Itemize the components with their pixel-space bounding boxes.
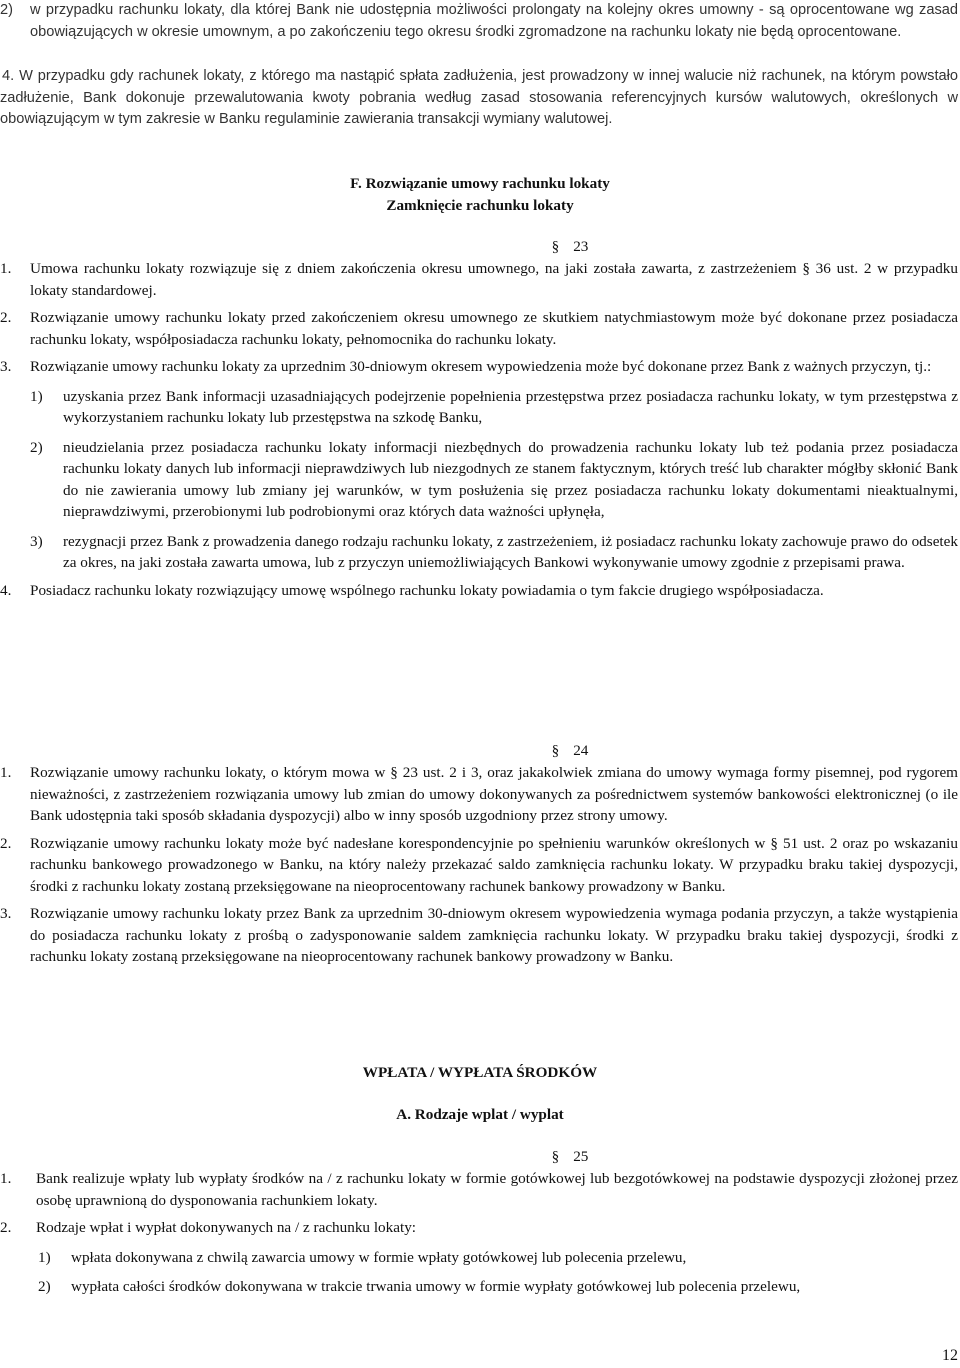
paragraph-24-mark: § 24 [551,742,589,759]
paragraph-24-body: 1. Rozwiązanie umowy rachunku lokaty, o którym mowa w § 23 ust. 2 i 3, oraz jakakolwiek zmiana do umowy wymaga formy pisemnej, pod rygorem nieważności, z zastrzeżeniem rozwiązania umowy lub zmian do umowy dokonywanych za pośrednictwem systemów bankowości elektronicznej (o ile Bank udostępnia taki sposób składania dyspozycji) albo w inny sposób uzgodniony przez strony umowy. 2. Rozwiązanie umowy rachunku lokaty może być nadesłane korespondencyjnie po spełnieniu warunków określonych w § 51 ust. 2 oraz po wskazaniu rachunku bankowego prowadzonego w Banku, na który należy przekazać saldo zamknięcia rachunku lokaty. W przypadku braku takiej dyspozycji, środki z rachunku lokaty zostaną przeksięgowane na nieoprocentowany rachunek bankowy prowadzony w Banku. 3. Rozwiązanie umowy rachunku lokaty przez Bank za uprzednim 30-dniowym okresem wypowiedzenia wymaga podania przyczyn, a także wystąpienia do posiadacza rachunku lokaty z prośbą o zadysponowanie saldem zamknięcia rachunku lokaty. W przypadku braku takiej dyspozycji, środki z rachunku lokaty zostaną przeksięgowane na nieoprocentowany rachunek bankowy prowadzony w Banku. [0,764,958,965]
deposit-withdrawal-title: WPŁATA / WYPŁATA ŚRODKÓW [362,1064,598,1081]
continued-item-2: 2) w przypadku rachunku lokaty, dla której Bank nie udostępnia możliwości prolongaty na kolejny okres umowny - są oprocentowane wg zasad obowiązujących w okresie umownym, a po zakończeniu tego okresu środki zgromadzone na rachunku lokaty nie będą oprocentowane. [0,2,958,40]
section-f-title: F. Rozwiązanie umowy rachunku lokaty [350,175,610,192]
section-f-subtitle: Zamknięcie rachunku lokaty [386,197,574,214]
section-a-title: A. Rodzaje wplat / wyplat [396,1106,564,1123]
page-number: 12 [942,1346,958,1364]
paragraph-25-body: 1. Bank realizuje wpłaty lub wypłaty środków na / z rachunku lokaty w formie gotówkowej lub bezgotówkowej na podstawie dyspozycji złożonej przez osobę uprawnioną do dysponowania rachunkiem lokaty. 2. Rodzaje wpłat i wypłat dokonywanych na / z rachunku lokaty: 1) wpłata dokonywana z chwilą zawarcia umowy w formie wpłaty gotówkowej lub polecenia przelewu, 2) wypłata całości środków dokonywana w trakcie trwania umowy w formie wypłaty gotówkowej lub polecenia przelewu, [0,1170,958,1295]
paragraph-23-mark: § 23 [551,238,589,255]
paragraph-25-mark: § 25 [551,1148,589,1165]
clause-4: 4. W przypadku gdy rachunek lokaty, z którego ma nastąpić spłata zadłużenia, jest prowadzony w innej walucie niż rachunek, na którym powstało zadłużenie, Bank dokonuje przewalutowania kwoty pobrania według zasad stosowania referencyjnych kursów walutowych, określonych w obowiązującym w tym zakresie w Banku regulaminie zawierania transakcji wymiany walutowej. [0,68,958,127]
paragraph-23-body: 1. Umowa rachunku lokaty rozwiązuje się z dniem zakończenia okresu umownego, na jaki została zawarta, z zastrzeżeniem § 36 ust. 2 w przypadku lokaty standardowej. 2. Rozwiązanie umowy rachunku lokaty przed zakończeniem okresu umownego ze skutkiem natychmiastowym może być dokonane przez posiadacza rachunku lokaty, współposiadacza rachunku lokaty, pełnomocnika do rachunku lokaty. 3. Rozwiązanie umowy rachunku lokaty za uprzednim 30-dniowym okresem wypowiedzenia może być dokonane przez Bank z ważnych przyczyn, tj.: 1) uzyskania przez Bank informacji uzasadniających podejrzenie popełnienia przestępstwa przez posiadacza rachunku lokaty, w tym przestępstwa z wykorzystaniem rachunku lokaty lub przestępstwa na szkodę Banku, 2) nieudzielania przez posiadacza rachunku lokaty informacji niezbędnych do prowadzenia rachunku lokaty lub też podania przez posiadacza rachunku lokaty danych lub informacji nieprawdziwych lub niezgodnych ze stanem faktycznym, których treść lub charakter mógłby skłonić Bank do nie zawierania umowy lub zmiany jej warunków, w tym posłużenia się przez posiadacza rachunku lokaty dokumentami nieaktualnymi, nieprawdziwymi, przerobionymi lub podrobionymi oraz których data ważności upłynęła, 3) rezygnacji przez Bank z prowadzenia danego rodzaju rachunku lokaty, z zastrzeżeniem, iż posiadacz rachunku lokaty zachowuje prawo do odsetek za okres, na jaki została zawarta umowa, lub z przyczyn uniemożliwiających Bankowi wykonywanie umowy zgodnie z przepisami prawa. 4. Posiadacz rachunku lokaty rozwiązujący umowę wspólnego rachunku lokaty powiadamia o tym fakcie drugiego współposiadacza. [0,260,958,599]
